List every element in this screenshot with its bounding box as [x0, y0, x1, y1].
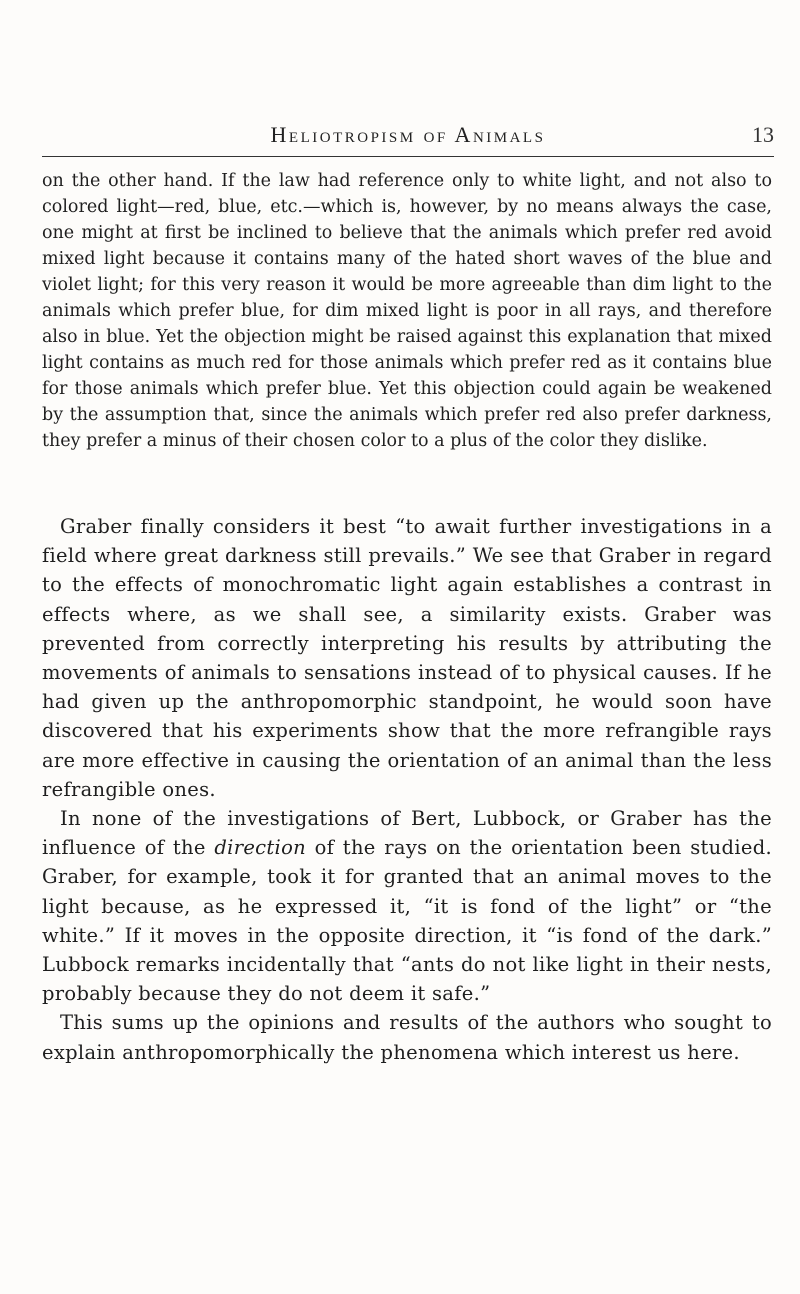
- body-text-small: [42, 168, 772, 454]
- paragraph-graber: Graber finally considers it best “to await further investigations in a field where great darkness still prevails.” We see that Graber in regard to the effects of monochromatic light again establishes a contrast in effects where, as we shall see, a similarity exists. Graber was prevented from correctly interpreting his results by attributing the movements of animals to sensations instead of to physical causes. If he had given up the anthropomorphic standpoint, he would soon have discovered that his experiments show that the more refrangible rays are more effective in causing the orientation of an animal than the less refrangible ones.: [42, 515, 772, 801]
- paragraph-continued: on the other hand. If the law had reference only to white light, and not also to colored light—red, blue, etc.—which is, however, by no means always the case, one might at first be inclined to believe that the animals which prefer red avoid mixed light because it contains many of the hated short waves of the blue and violet light; for this very reason it would be more agreeable than dim light to the animals which prefer blue, for dim mixed light is poor in all rays, and therefore also in blue. Yet the objection might be raised against this explanation that mixed light contains as much red for those animals which prefer red as it contains blue for those animals which prefer blue. Yet this objection could again be weakened by the assumption that, since the animals which prefer red also prefer darkness, they prefer a minus of their chosen color to a plus of the color they dislike.: [42, 171, 772, 451]
- emphasis-direction: direction: [214, 836, 306, 860]
- running-title: Heliotropism of Animals: [270, 122, 546, 147]
- paragraph-direction-before: In none of the investigations of Bert, Lubbock, or Graber has the influence of the: [42, 807, 772, 860]
- body-text-large: [42, 512, 772, 1067]
- paragraph-direction-after: of the rays on the orientation been studied. Graber, for example, took it for granted that an animal moves to the light because, as he expressed it, “it is fond of the light” or “the white.” If it moves in the opposite direction, it “is fond of the dark.” Lubbock remarks incidentally that “ants do not like light in their nests, probably because they do not deem it safe.”: [42, 836, 772, 1006]
- paragraph-direction: [42, 804, 772, 1008]
- page-number: 13: [752, 122, 774, 147]
- paragraph-summary: This sums up the opinions and results of the authors who sought to explain anthropomorphically the phenomena which interest us here.: [42, 1011, 772, 1064]
- running-head: [42, 122, 774, 157]
